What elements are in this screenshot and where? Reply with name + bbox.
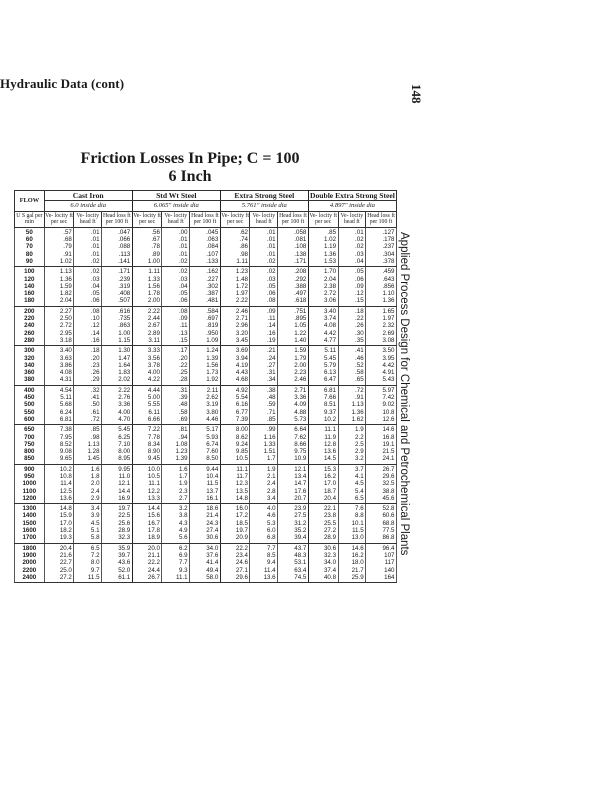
col-header-velocity-head: Ve- locity head ft xyxy=(74,211,102,227)
velocity-head-values: 3.7 4.1 4.5 5.4 6.5 xyxy=(338,464,366,503)
head-loss-values: 2.22 2.76 3.36 4.00 4.70 xyxy=(102,385,133,424)
table-row xyxy=(15,346,397,385)
col-header-velocity: Ve- locity ft per sec xyxy=(132,211,162,227)
velocity-head-values: .38 .48 .59 .71 .85 xyxy=(250,385,278,424)
velocity-head-values: 6.5 7.2 8.0 9.7 11.5 xyxy=(74,543,102,582)
head-loss-values: 52.8 60.6 68.8 77.5 86.8 xyxy=(366,504,397,543)
velocity-values: 22.1 23.8 25.5 27.2 28.9 xyxy=(308,504,338,543)
velocity-head-values: .99 1.16 1.33 1.51 1.7 xyxy=(250,425,278,464)
col-header-head-loss: Head loss ft per 100 ft xyxy=(366,211,397,227)
velocity-values: 4.54 5.11 5.68 6.24 6.81 xyxy=(44,385,74,424)
velocity-values: 22.2 23.4 24.6 27.1 29.6 xyxy=(220,543,250,582)
velocity-values: 14.8 15.9 17.0 18.2 19.3 xyxy=(44,504,74,543)
velocity-values: 20.4 21.6 22.7 25.0 27.2 xyxy=(44,543,74,582)
head-loss-values: 6.64 7.62 8.66 9.75 10.9 xyxy=(278,425,309,464)
velocity-values: .56 .67 .78 .89 1.00 xyxy=(132,227,162,266)
velocity-head-values: 1.6 1.8 2.0 2.4 2.9 xyxy=(74,464,102,503)
velocity-values: 7.22 7.78 8.34 8.90 9.45 xyxy=(132,425,162,464)
head-loss-values: 18.6 21.4 24.3 27.4 30.6 xyxy=(190,504,221,543)
group-header-cast-iron: Cast Iron xyxy=(44,191,132,201)
velocity-head-values: 1.9 2.1 2.4 2.8 3.4 xyxy=(250,464,278,503)
col-header-velocity: Ve- locity ft per sec xyxy=(308,211,338,227)
table-row xyxy=(15,504,397,543)
velocity-head-values: .21 .24 .27 .31 .34 xyxy=(250,346,278,385)
head-loss-values: 5.45 6.25 7.10 8.00 8.95 xyxy=(102,425,133,464)
velocity-head-values: .05 .06 .09 .12 .15 xyxy=(338,267,366,306)
velocity-head-values: .08 .09 .11 .13 .15 xyxy=(162,306,190,345)
velocity-head-values: 3.4 3.9 4.5 5.1 5.8 xyxy=(74,504,102,543)
head-loss-values: .127 .178 .237 .304 .378 xyxy=(366,227,397,266)
velocity-head-values: 6.2 6.9 7.7 9.3 11.1 xyxy=(162,543,190,582)
velocity-values: 11.1 11.9 12.8 13.6 14.5 xyxy=(308,425,338,464)
head-loss-values: 12.1 13.4 14.7 17.6 20.7 xyxy=(278,464,309,503)
velocity-head-values: 4.0 4.6 5.3 6.0 6.8 xyxy=(250,504,278,543)
velocity-values: .85 1.02 1.19 1.36 1.53 xyxy=(308,227,338,266)
velocity-head-values: .01 .02 .02 .03 .04 xyxy=(338,227,366,266)
page-number: 148 xyxy=(409,84,424,104)
velocity-head-values: .81 .94 1.08 1.23 1.39 xyxy=(162,425,190,464)
velocity-head-values: .18 .22 .26 .30 .35 xyxy=(338,306,366,345)
head-loss-values: 5.97 7.42 9.02 10.8 12.6 xyxy=(366,385,397,424)
head-loss-values: 19.7 22.5 25.6 28.9 32.3 xyxy=(102,504,133,543)
table-subtitle: 6 Inch xyxy=(168,168,212,185)
flow-unit-header: U S gal per min xyxy=(15,211,45,227)
head-loss-values: .045 .063 .084 .107 .133 xyxy=(190,227,221,266)
table-row xyxy=(15,267,397,306)
velocity-head-values: 1.6 1.7 1.9 2.3 2.7 xyxy=(162,464,190,503)
velocity-values: 4.92 5.54 6.16 6.77 7.39 xyxy=(220,385,250,424)
size-std-wt-steel: 6.065" inside dia xyxy=(132,201,220,211)
head-loss-values: 2.71 3.36 4.09 4.88 5.73 xyxy=(278,385,309,424)
flow-values: 400 450 500 550 600 xyxy=(15,385,45,424)
flow-values: 200 220 240 260 280 xyxy=(15,306,45,345)
head-loss-values: 1.65 1.97 2.32 2.69 3.08 xyxy=(366,306,397,345)
velocity-head-values: 7.6 8.8 10.1 11.5 13.0 xyxy=(338,504,366,543)
group-header-std-wt-steel: Std Wt Steel xyxy=(132,191,220,201)
velocity-head-values: .41 .46 .52 .58 .65 xyxy=(338,346,366,385)
velocity-values: 1.23 1.48 1.72 1.97 2.22 xyxy=(220,267,250,306)
size-double-extra-strong-steel: 4.897" inside dia xyxy=(308,201,396,211)
velocity-values: 14.4 15.6 16.7 17.8 18.9 xyxy=(132,504,162,543)
velocity-head-values: .31 .39 .48 .58 .69 xyxy=(162,385,190,424)
velocity-values: 4.44 5.00 5.55 6.11 6.66 xyxy=(132,385,162,424)
velocity-head-values: .85 .98 1.13 1.28 1.45 xyxy=(74,425,102,464)
velocity-values: 3.33 3.56 3.78 4.00 4.22 xyxy=(132,346,162,385)
table-body xyxy=(15,227,397,582)
velocity-values: 3.40 3.74 4.08 4.42 4.77 xyxy=(308,306,338,345)
head-loss-values: .584 .697 .819 .950 1.09 xyxy=(190,306,221,345)
head-loss-values: .616 .735 .863 1.00 1.15 xyxy=(102,306,133,345)
head-loss-values: 34.0 37.6 41.4 49.4 58.0 xyxy=(190,543,221,582)
head-loss-values: .171 .239 .319 .408 .507 xyxy=(102,267,133,306)
side-book-title: Applied Process Design for Chemical and Petrochemical Plants xyxy=(398,232,410,556)
head-loss-values: 2.11 2.62 3.19 3.80 4.46 xyxy=(190,385,221,424)
head-loss-values: 26.7 29.6 32.5 38.8 45.6 xyxy=(366,464,397,503)
velocity-values: 11.1 11.7 12.3 13.5 14.8 xyxy=(220,464,250,503)
head-loss-values: .208 .292 .388 .497 .618 xyxy=(278,267,309,306)
table-row xyxy=(15,425,397,464)
col-header-velocity: Ve- locity ft per sec xyxy=(220,211,250,227)
group-header-extra-strong-steel: Extra Strong Steel xyxy=(220,191,308,201)
head-loss-values: 96.4 107 117 140 164 xyxy=(366,543,397,582)
table-row xyxy=(15,543,397,582)
head-loss-values: 9.95 11.0 12.1 14.4 16.9 xyxy=(102,464,133,503)
velocity-values: 3.69 3.94 4.19 4.43 4.68 xyxy=(220,346,250,385)
velocity-head-values: 1.9 2.2 2.5 2.9 3.2 xyxy=(338,425,366,464)
size-cast-iron: 6.0 inside dia xyxy=(44,201,132,211)
velocity-values: 15.3 16.2 17.0 18.7 20.4 xyxy=(308,464,338,503)
velocity-values: 20.0 21.1 22.2 24.4 26.7 xyxy=(132,543,162,582)
velocity-values: 1.70 2.04 2.38 2.72 3.06 xyxy=(308,267,338,306)
col-header-velocity-head: Ve- locity head ft xyxy=(250,211,278,227)
flow-values: 300 320 340 360 380 xyxy=(15,346,45,385)
head-loss-values: .047 .066 .088 .113 .141 xyxy=(102,227,133,266)
velocity-head-values: .01 .01 .01 .01 .02 xyxy=(74,227,102,266)
table-title: Friction Losses In Pipe; C = 100 xyxy=(80,150,300,167)
velocity-head-values: .18 .20 .23 .26 .29 xyxy=(74,346,102,385)
velocity-values: 7.38 7.95 8.52 9.08 9.65 xyxy=(44,425,74,464)
velocity-values: 10.0 10.5 11.1 12.2 13.3 xyxy=(132,464,162,503)
col-header-velocity: Ve- locity ft per sec xyxy=(44,211,74,227)
velocity-head-values: .72 .91 1.13 1.36 1.62 xyxy=(338,385,366,424)
head-loss-values: 43.7 48.3 53.1 63.4 74.5 xyxy=(278,543,309,582)
table-row xyxy=(15,227,397,266)
running-head: Hydraulic Data (cont) xyxy=(0,76,125,91)
col-header-head-loss: Head loss ft per 100 ft xyxy=(190,211,221,227)
velocity-values: .62 .74 .86 .98 1.11 xyxy=(220,227,250,266)
velocity-values: 2.22 2.44 2.67 2.89 3.11 xyxy=(132,306,162,345)
flow-header: FLOW xyxy=(15,191,45,212)
flow-values: 100 120 140 160 180 xyxy=(15,267,45,306)
flow-values: 900 950 1000 1100 1200 xyxy=(15,464,45,503)
velocity-values: 2.46 2.71 2.96 3.20 3.45 xyxy=(220,306,250,345)
head-loss-values: .459 .643 .856 1.10 1.36 xyxy=(366,267,397,306)
velocity-head-values: .32 .41 .50 .61 .72 xyxy=(74,385,102,424)
head-loss-values: .751 .895 1.05 1.22 1.40 xyxy=(278,306,309,345)
table-row xyxy=(15,464,397,503)
head-loss-values: .162 .227 .302 .387 .481 xyxy=(190,267,221,306)
velocity-head-values: 3.2 3.8 4.3 4.9 5.6 xyxy=(162,504,190,543)
size-extra-strong-steel: 5.761" inside dia xyxy=(220,201,308,211)
velocity-values: 5.11 5.45 5.79 6.13 6.47 xyxy=(308,346,338,385)
flow-values: 50 60 70 80 90 xyxy=(15,227,45,266)
head-loss-values: 35.9 39.7 43.6 52.0 61.1 xyxy=(102,543,133,582)
head-loss-values: 1.24 1.39 1.56 1.73 1.92 xyxy=(190,346,221,385)
table-title-block xyxy=(0,150,380,186)
head-loss-values: .058 .081 .108 .138 .171 xyxy=(278,227,309,266)
col-header-velocity-head: Ve- locity head ft xyxy=(162,211,190,227)
flow-values: 650 700 750 800 850 xyxy=(15,425,45,464)
col-header-velocity-head: Ve- locity head ft xyxy=(338,211,366,227)
velocity-head-values: .02 .03 .04 .05 .06 xyxy=(74,267,102,306)
velocity-head-values: .09 .11 .14 .16 .19 xyxy=(250,306,278,345)
head-loss-values: 1.59 1.79 2.00 2.23 2.46 xyxy=(278,346,309,385)
velocity-values: .57 .68 .79 .91 1.02 xyxy=(44,227,74,266)
velocity-values: 1.11 1.33 1.56 1.78 2.00 xyxy=(132,267,162,306)
velocity-values: 30.6 32.3 34.0 37.4 40.8 xyxy=(308,543,338,582)
velocity-head-values: .02 .03 .04 .05 .06 xyxy=(162,267,190,306)
col-header-head-loss: Head loss ft per 100 ft xyxy=(102,211,133,227)
head-loss-values: 23.9 27.5 31.2 35.2 39.4 xyxy=(278,504,309,543)
group-header-double-extra-strong-steel: Double Extra Strong Steel xyxy=(309,191,395,200)
velocity-values: 2.27 2.50 2.72 2.95 3.18 xyxy=(44,306,74,345)
flow-values: 1800 1900 2000 2200 2400 xyxy=(15,543,45,582)
velocity-values: 8.00 8.62 9.24 9.85 10.5 xyxy=(220,425,250,464)
velocity-head-values: 7.7 8.5 9.4 11.4 13.6 xyxy=(250,543,278,582)
head-loss-values: 9.44 10.4 11.5 13.7 16.1 xyxy=(190,464,221,503)
velocity-values: 6.81 7.66 8.51 9.37 10.2 xyxy=(308,385,338,424)
velocity-head-values: .01 .01 .01 .01 .02 xyxy=(250,227,278,266)
velocity-values: 10.2 10.8 11.4 12.5 13.6 xyxy=(44,464,74,503)
friction-loss-table xyxy=(14,190,397,583)
velocity-head-values: .02 .03 .05 .06 .08 xyxy=(250,267,278,306)
head-loss-values: 1.30 1.47 1.64 1.83 2.02 xyxy=(102,346,133,385)
table-row xyxy=(15,306,397,345)
table-row xyxy=(15,385,397,424)
velocity-values: 16.0 17.2 18.5 19.7 20.9 xyxy=(220,504,250,543)
flow-values: 1300 1400 1500 1600 1700 xyxy=(15,504,45,543)
velocity-values: 1.13 1.36 1.59 1.82 2.04 xyxy=(44,267,74,306)
velocity-head-values: .00 .01 .01 .01 .02 xyxy=(162,227,190,266)
head-loss-values: 5.17 5.93 6.74 7.60 8.50 xyxy=(190,425,221,464)
velocity-values: 3.40 3.63 3.86 4.08 4.31 xyxy=(44,346,74,385)
col-header-head-loss: Head loss ft per 100 ft xyxy=(278,211,309,227)
head-loss-values: 14.6 16.8 19.1 21.5 24.1 xyxy=(366,425,397,464)
velocity-head-values: .17 .20 .22 .25 .28 xyxy=(162,346,190,385)
velocity-head-values: .08 .10 .12 .14 .16 xyxy=(74,306,102,345)
velocity-head-values: 14.6 16.2 18.0 21.7 25.9 xyxy=(338,543,366,582)
head-loss-values: 3.50 3.95 4.42 4.91 5.43 xyxy=(366,346,397,385)
